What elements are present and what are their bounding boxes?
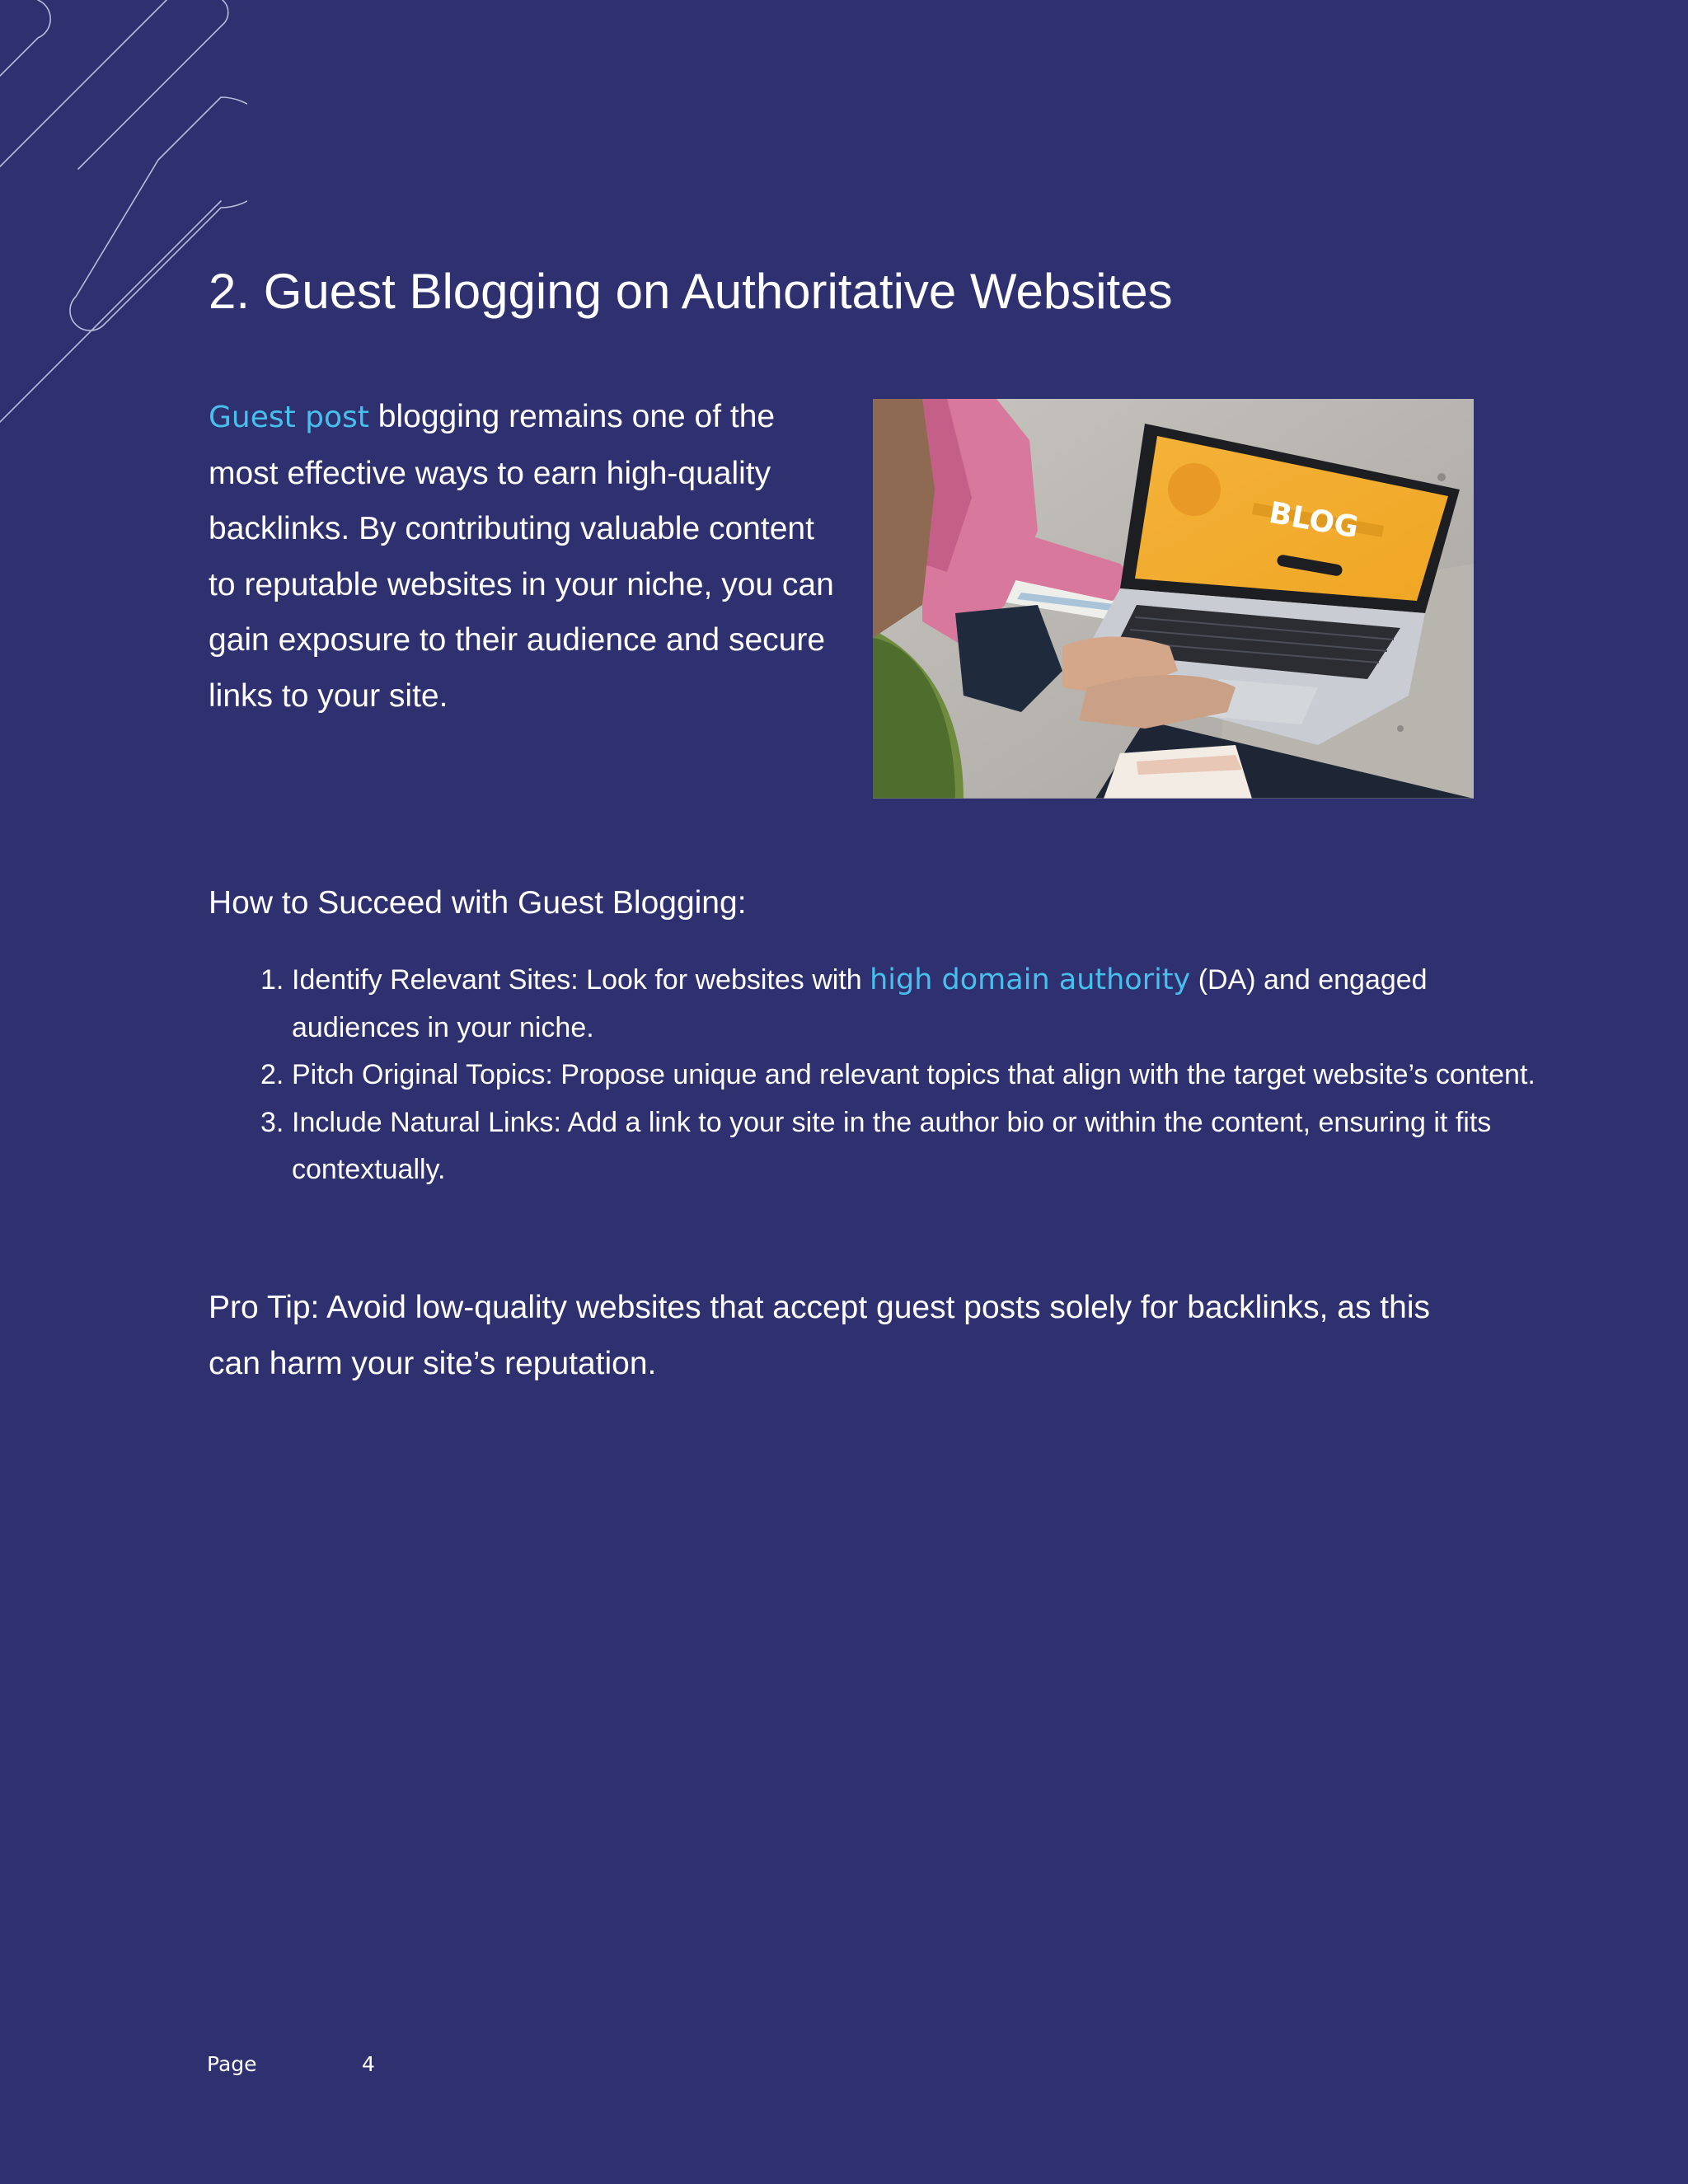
- page-number: 4: [362, 2052, 375, 2076]
- list-number: 1.: [260, 964, 284, 996]
- high-domain-authority-link[interactable]: high domain authority: [870, 963, 1191, 996]
- decorative-line-pattern: [0, 0, 247, 445]
- list-number: 2.: [260, 1059, 284, 1090]
- steps-list: [209, 957, 1559, 1194]
- list-item: [260, 957, 1559, 1052]
- pro-tip: Pro Tip: Avoid low-quality websites that accept guest posts solely for backlinks, as this can harm your site’s reputation.: [209, 1290, 1430, 1381]
- page-label: Page: [207, 2052, 257, 2076]
- step-text: Identify Relevant Sites: Look for websites with: [292, 964, 862, 996]
- list-item: [260, 1052, 1559, 1099]
- step-text: Include Natural Links: Add a link to your site in the author bio or within the content, ensuring it fits contextually.: [292, 1106, 1492, 1185]
- intro-paragraph: [209, 389, 835, 724]
- section-subheading: How to Succeed with Guest Blogging:: [209, 885, 747, 921]
- page-heading: 2. Guest Blogging on Authoritative Websites: [209, 264, 1173, 319]
- blog-screen-text: BLOG: [1266, 495, 1362, 546]
- list-item: [260, 1099, 1559, 1194]
- intro-text: blogging remains one of the most effective ways to earn high-quality backlinks. By contributing valuable content to reputable websites in your niche, you can gain exposure to their audience and secure links to your site.: [209, 399, 834, 714]
- step-text-continued: (DA) and engaged audiences in your niche.: [292, 964, 1428, 1043]
- guest-post-link[interactable]: Guest post: [209, 401, 369, 434]
- step-text: Pitch Original Topics: Propose unique and relevant topics that align with the target website’s content.: [292, 1059, 1536, 1090]
- list-number: 3.: [260, 1106, 284, 1138]
- blog-laptop-photo: [873, 399, 1474, 799]
